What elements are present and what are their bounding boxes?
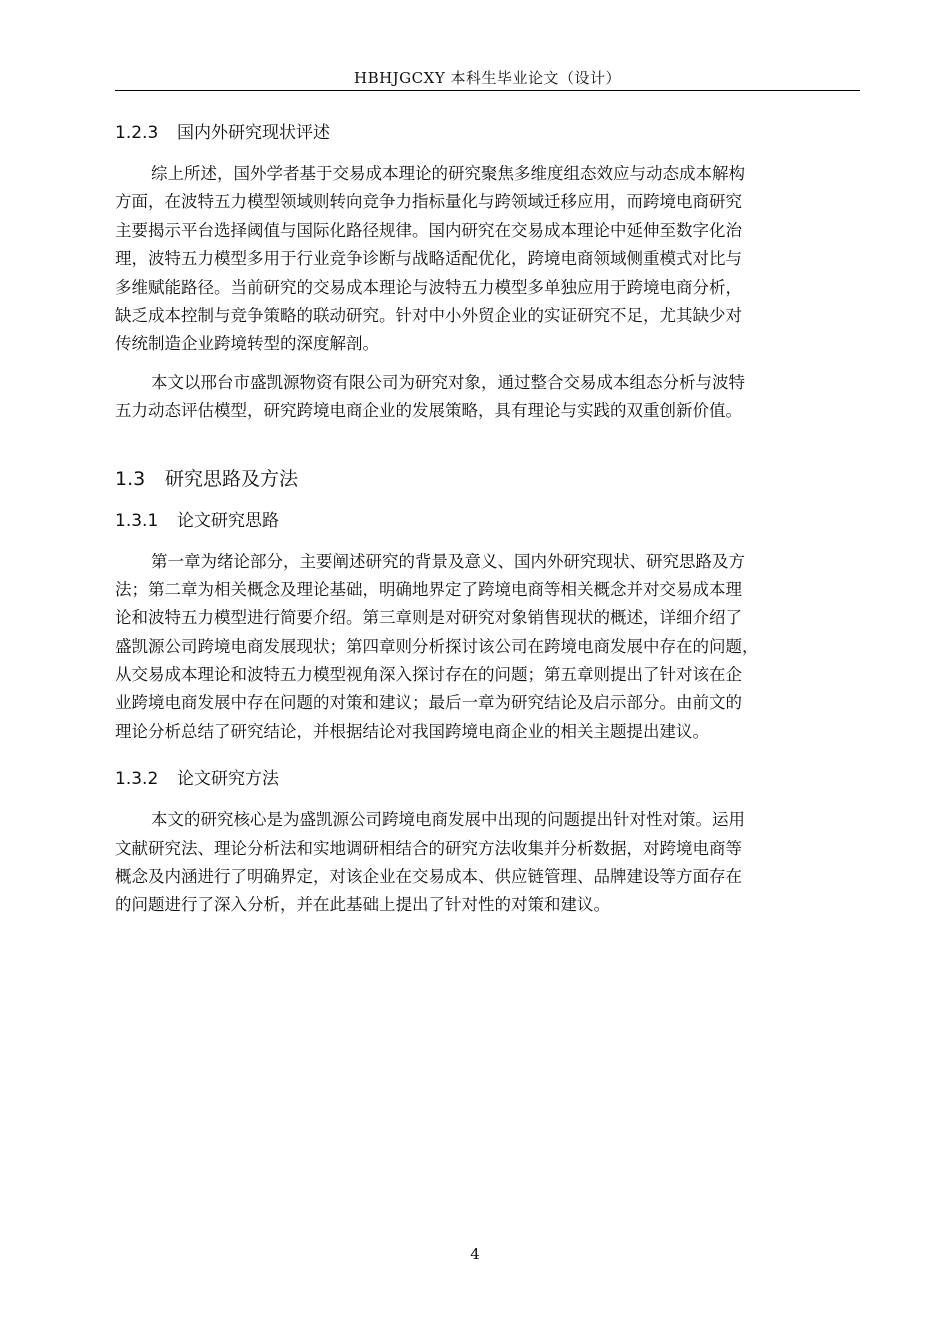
heading-title: 论文研究方法 xyxy=(177,769,279,790)
page-header: HBHJGCXY 本科生毕业论文（设计） xyxy=(353,69,621,87)
header-rule xyxy=(115,90,860,91)
text-line: 盛凯源公司跨境电商发展现状；第四章则分析探讨该公司在跨境电商发展中存在的问题， xyxy=(115,636,759,656)
paragraph-research-object xyxy=(115,369,860,426)
text-line: 第一章为绪论部分，主要阐述研究的背景及意义、国内外研究现状、研究思路及方 xyxy=(151,551,745,571)
paragraph-research-outline xyxy=(115,548,860,747)
text-line: 五力动态评估模型，研究跨境电商企业的发展策略，具有理论与实践的双重创新价值。 xyxy=(115,401,742,421)
text-line: 缺乏成本控制与竞争策略的联动研究。针对中小外贸企业的实证研究不足，尤其缺少对 xyxy=(115,305,742,325)
page-body xyxy=(115,118,860,920)
text-line: 从交易成本理论和波特五力模型视角深入探讨存在的问题；第五章则提出了针对该在企 xyxy=(115,665,742,685)
text-line: 的问题进行了深入分析，并在此基础上提出了针对性的对策和建议。 xyxy=(115,895,610,915)
heading-title: 论文研究思路 xyxy=(177,510,279,531)
heading-1-3-1 xyxy=(115,506,860,536)
heading-number: 1.3.2 xyxy=(115,769,159,790)
heading-number: 1.3 xyxy=(115,467,146,490)
heading-title: 国内外研究现状评述 xyxy=(177,123,330,143)
text-line: 文献研究法、理论分析法和实地调研相结合的研究方法收集并分析数据，对跨境电商等 xyxy=(115,838,742,858)
heading-1-2-3 xyxy=(115,118,860,148)
text-line: 论和波特五力模型进行简要介绍。第三章则是对研究对象销售现状的概述，详细介绍了 xyxy=(115,608,742,628)
text-line: 综上所述，国外学者基于交易成本理论的研究聚焦多维度组态效应与动态成本解构 xyxy=(151,164,745,183)
heading-number: 1.2.3 xyxy=(115,123,159,143)
heading-1-3-2 xyxy=(115,764,860,794)
text-line: 业跨境电商发展中存在问题的对策和建议；最后一章为研究结论及启示部分。由前文的 xyxy=(115,693,742,713)
text-line: 方面，在波特五力模型领域则转向竞争力指标量化与跨领域迁移应用，而跨境电商研究 xyxy=(115,192,742,212)
paragraph-research-methods xyxy=(115,806,860,920)
text-line: 法；第二章为相关概念及理论基础，明确地界定了跨境电商等相关概念并对交易成本理 xyxy=(115,579,742,599)
page-number: 4 xyxy=(470,1245,480,1263)
text-line: 主要揭示平台选择阈值与国际化路径规律。国内研究在交易成本理论中延伸至数字化治 xyxy=(115,220,742,240)
paragraph-review-summary xyxy=(115,160,860,359)
text-line: 传统制造企业跨境转型的深度解剖。 xyxy=(115,334,379,354)
text-line: 本文的研究核心是为盛凯源公司跨境电商发展中出现的问题提出针对性对策。运用 xyxy=(151,810,745,830)
text-line: 本文以邢台市盛凯源物资有限公司为研究对象，通过整合交易成本组态分析与波特 xyxy=(151,372,745,392)
text-line: 多维赋能路径。当前研究的交易成本理论与波特五力模型多单独应用于跨境电商分析， xyxy=(115,277,742,297)
text-line: 概念及内涵进行了明确界定，对该企业在交易成本、供应链管理、品牌建设等方面存在 xyxy=(115,867,742,887)
heading-title: 研究思路及方法 xyxy=(165,467,299,490)
heading-number: 1.3.1 xyxy=(115,510,159,531)
heading-1-3 xyxy=(115,464,860,494)
text-line: 理，波特五力模型多用于行业竞争诊断与战略适配优化，跨境电商领域侧重模式对比与 xyxy=(115,249,742,269)
text-line: 理论分析总结了研究结论，并根据结论对我国跨境电商企业的相关主题提出建议。 xyxy=(115,721,709,741)
